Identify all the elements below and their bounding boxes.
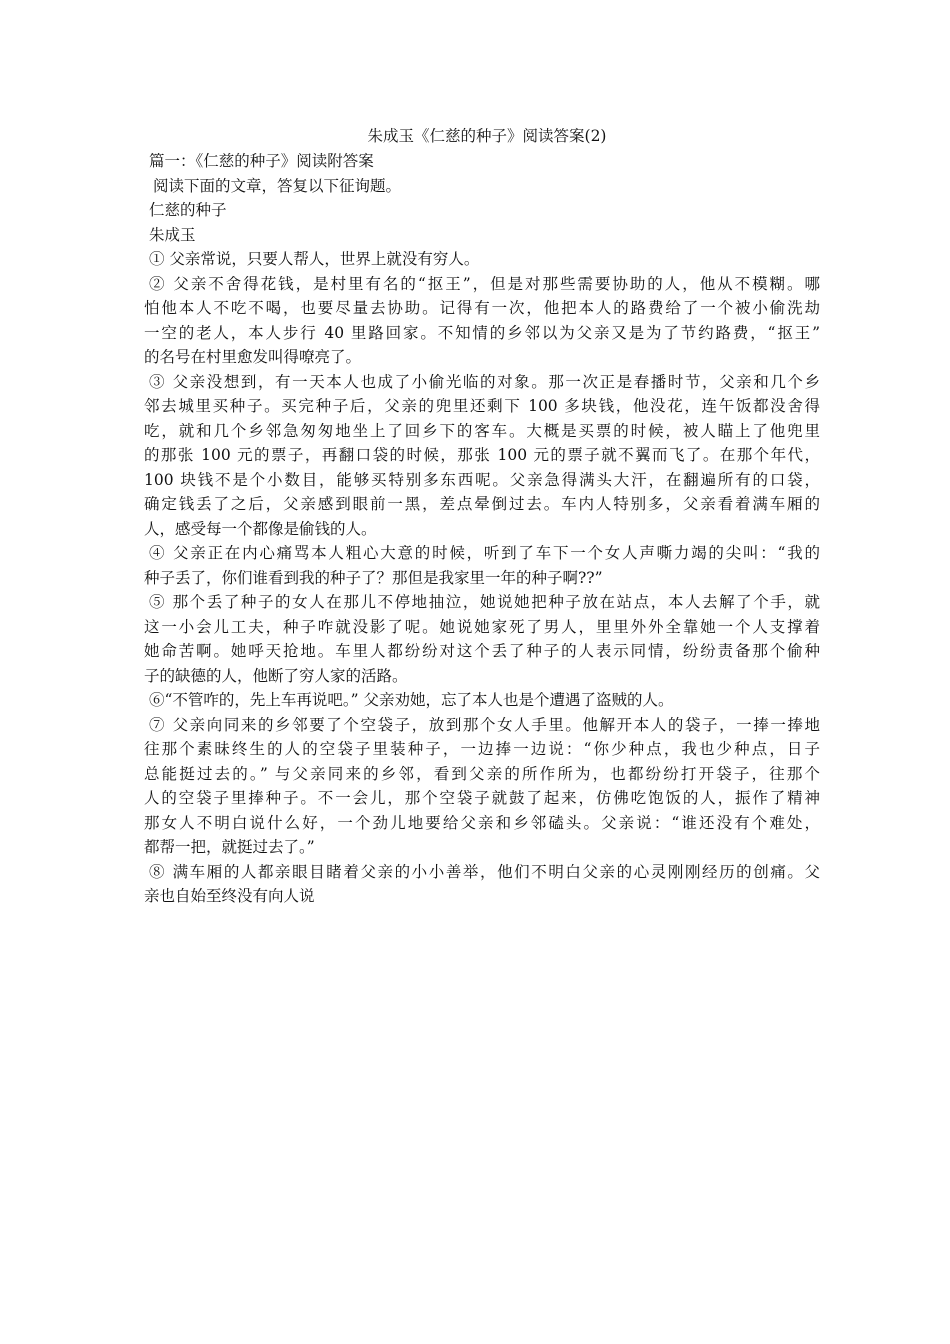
text-line: 吃，就和几个乡邻急匆匆地坐上了回乡下的客车。大概是买票的时候，被人瞄上了他兜里 xyxy=(144,421,820,440)
text-line: 仁慈的种子 xyxy=(149,201,227,219)
text-line: 朱成玉 xyxy=(149,225,196,244)
text-line: 100 块钱不是个小数目，能够买特别多东西呢。父亲急得满头大汗，在翻遍所有的口袋， xyxy=(144,470,820,489)
text-line: 邻去城里买种子。买完种子后，父亲的兜里还剩下 100 多块钱，他没花，连午饭都没舍得 xyxy=(144,397,820,415)
text-line: ③ 父亲没想到，有一天本人也成了小偷光临的对象。那一次正是春播时节，父亲和几个乡 xyxy=(149,372,820,391)
text-line: 人，感受每一个都像是偷钱的人。 xyxy=(144,519,377,538)
text-line: 阅读下面的文章，答复以下征询题。 xyxy=(153,176,402,195)
text-line: ② 父亲不舍得花钱，是村里有名的“抠王”，但是对那些需要协助的人，他从不模糊。哪 xyxy=(149,274,820,293)
document-page xyxy=(144,123,820,909)
text-line: ④ 父亲正在内心痛骂本人粗心大意的时候，听到了车下一个女人声嘶力竭的尖叫：“我的 xyxy=(149,544,820,562)
text-line: 往那个素昧终生的人的空袋子里装种子，一边捧一边说：“你少种点，我也少种点，日子 xyxy=(144,740,820,758)
text-line: 那女人不明白说什么好，一个劲儿地要给父亲和乡邻磕头。父亲说：“谁还没有个难处， xyxy=(144,813,820,832)
text-line: ⑥“不管咋的，先上车再说吧。” 父亲劝她，忘了本人也是个遭遇了盗贼的人。 xyxy=(149,691,674,709)
text-line: 总能挺过去的。” 与父亲同来的乡邻，看到父亲的所作所为，也都纷纷打开袋子，往那个 xyxy=(144,764,820,783)
text-line: 人的空袋子里捧种子。不一会儿，那个空袋子就鼓了起来，仿佛吃饱饭的人，振作了精神 xyxy=(144,789,820,807)
text-line: 确定钱丢了之后，父亲感到眼前一黑，差点晕倒过去。车内人特别多，父亲看着满车厢的 xyxy=(144,495,820,513)
document-body xyxy=(144,149,820,909)
text-line: 一空的老人，本人步行 40 里路回家。不知情的乡邻以为父亲又是为了节约路费，“抠王” xyxy=(144,323,820,342)
text-line: 这一小会儿工夫，种子咋就没影了呢。她说她家死了男人，里里外外全靠她一个人支撑着 xyxy=(144,617,820,636)
document-title: 朱成玉《仁慈的种子》阅读答案(2) xyxy=(367,127,607,145)
text-line: 篇一：《仁慈的种子》阅读附答案 xyxy=(149,152,374,170)
text-line: 子的缺德的人，他断了穷人家的活路。 xyxy=(144,666,408,685)
text-line: 怕他本人不吃不喝，也要尽量去协助。记得有一次，他把本人的路费给了一个被小偷洗劫 xyxy=(144,299,820,317)
text-line: ⑤ 那个丢了种子的女人在那儿不停地抽泣，她说她把种子放在站点，本人去解了个手，就 xyxy=(149,593,820,611)
text-line: 都帮一把，就挺过去了。” xyxy=(144,838,315,856)
text-line: 的名号在村里愈发叫得嘹亮了。 xyxy=(144,348,362,366)
text-line: 的那张 100 元的票子，再翻口袋的时候，那张 100 元的票子就不翼而飞了。在那个年代， xyxy=(144,446,820,464)
text-line: ① 父亲常说，只要人帮人，世界上就没有穷人。 xyxy=(149,250,480,268)
text-line: 她命苦啊。她呼天抢地。车里人都纷纷对这个丢了种子的人表示同情，纷纷责备那个偷种 xyxy=(144,642,820,660)
text-line: 亲也自始至终没有向人说 xyxy=(144,887,315,905)
text-line: ⑧ 满车厢的人都亲眼目睹着父亲的小小善举，他们不明白父亲的心灵刚刚经历的创痛。父 xyxy=(149,862,820,881)
text-line: 种子丢了，你们谁看到我的种子了？那但是我家里一年的种子啊??” xyxy=(144,568,603,587)
text-line: ⑦ 父亲向同来的乡邻要了个空袋子，放到那个女人手里。他解开本人的袋子，一捧一捧地 xyxy=(149,715,820,734)
